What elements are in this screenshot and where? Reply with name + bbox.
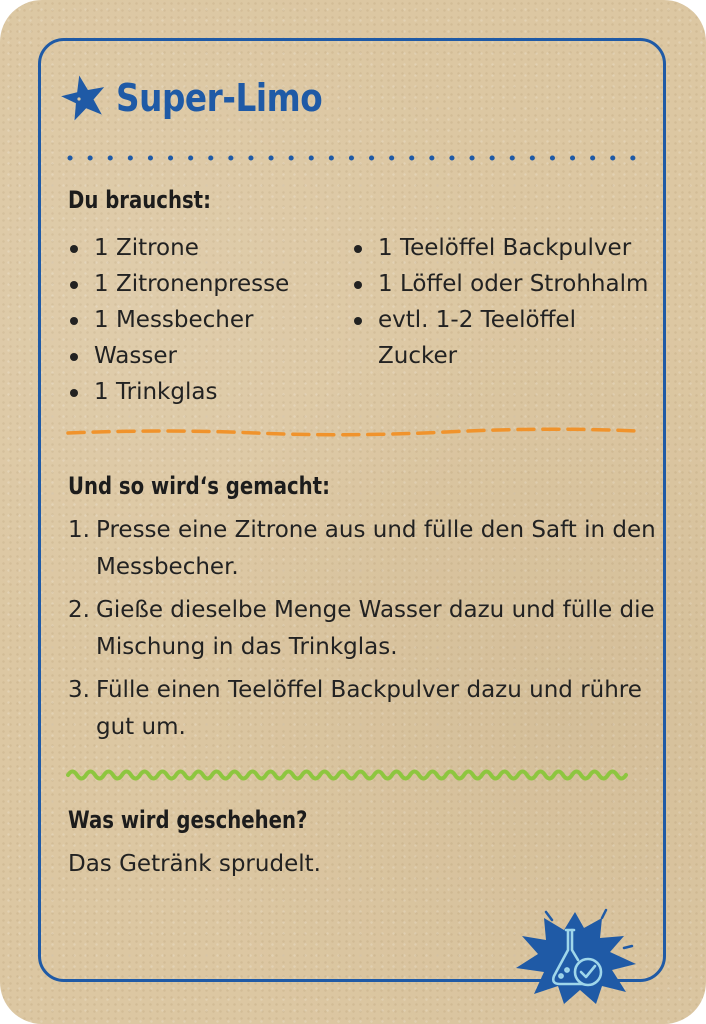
step-text: Fülle einen Teelöffel Backpulver dazu und rühre gut um. [96, 677, 642, 740]
list-item: 1 Löffel oder Strohhalm [352, 266, 652, 302]
card-frame [38, 38, 666, 982]
materials-heading: Du brauchst: [68, 186, 211, 214]
card-title: Super-Limo [116, 76, 323, 120]
title-row [58, 68, 356, 128]
list-item: 1 Messbecher [68, 302, 289, 338]
list-item: 1 Zitronenpresse [68, 266, 289, 302]
step-number: 3. [68, 677, 90, 703]
dotted-divider [66, 152, 652, 164]
instructions-list [68, 512, 658, 752]
beaker-check-icon [508, 906, 642, 1006]
list-item [68, 592, 658, 666]
list-item: Wasser [68, 338, 289, 374]
step-number: 1. [68, 517, 90, 543]
list-item: 1 Trinkglas [68, 374, 289, 410]
wavy-divider [66, 762, 630, 788]
list-item [68, 512, 658, 586]
list-item [68, 672, 658, 746]
result-text: Das Getränk sprudelt. [68, 851, 321, 877]
list-item: 1 Teelöffel Backpulver [352, 230, 652, 266]
materials-list-right [352, 230, 652, 374]
step-number: 2. [68, 597, 90, 623]
step-text: Gieße dieselbe Menge Wasser dazu und fülle die Mischung in das Trinkglas. [96, 597, 655, 660]
list-item: evtl. 1-2 Teelöffel Zucker [352, 302, 652, 374]
dashed-divider [66, 424, 640, 440]
result-heading: Was wird geschehen? [68, 806, 308, 834]
materials-list-left [68, 230, 289, 410]
instructions-heading: Und so wird‘s gemacht: [68, 472, 330, 500]
list-item: 1 Zitrone [68, 230, 289, 266]
step-text: Presse eine Zitrone aus und fülle den Saft in den Messbecher. [96, 517, 656, 580]
star-icon [58, 72, 110, 124]
